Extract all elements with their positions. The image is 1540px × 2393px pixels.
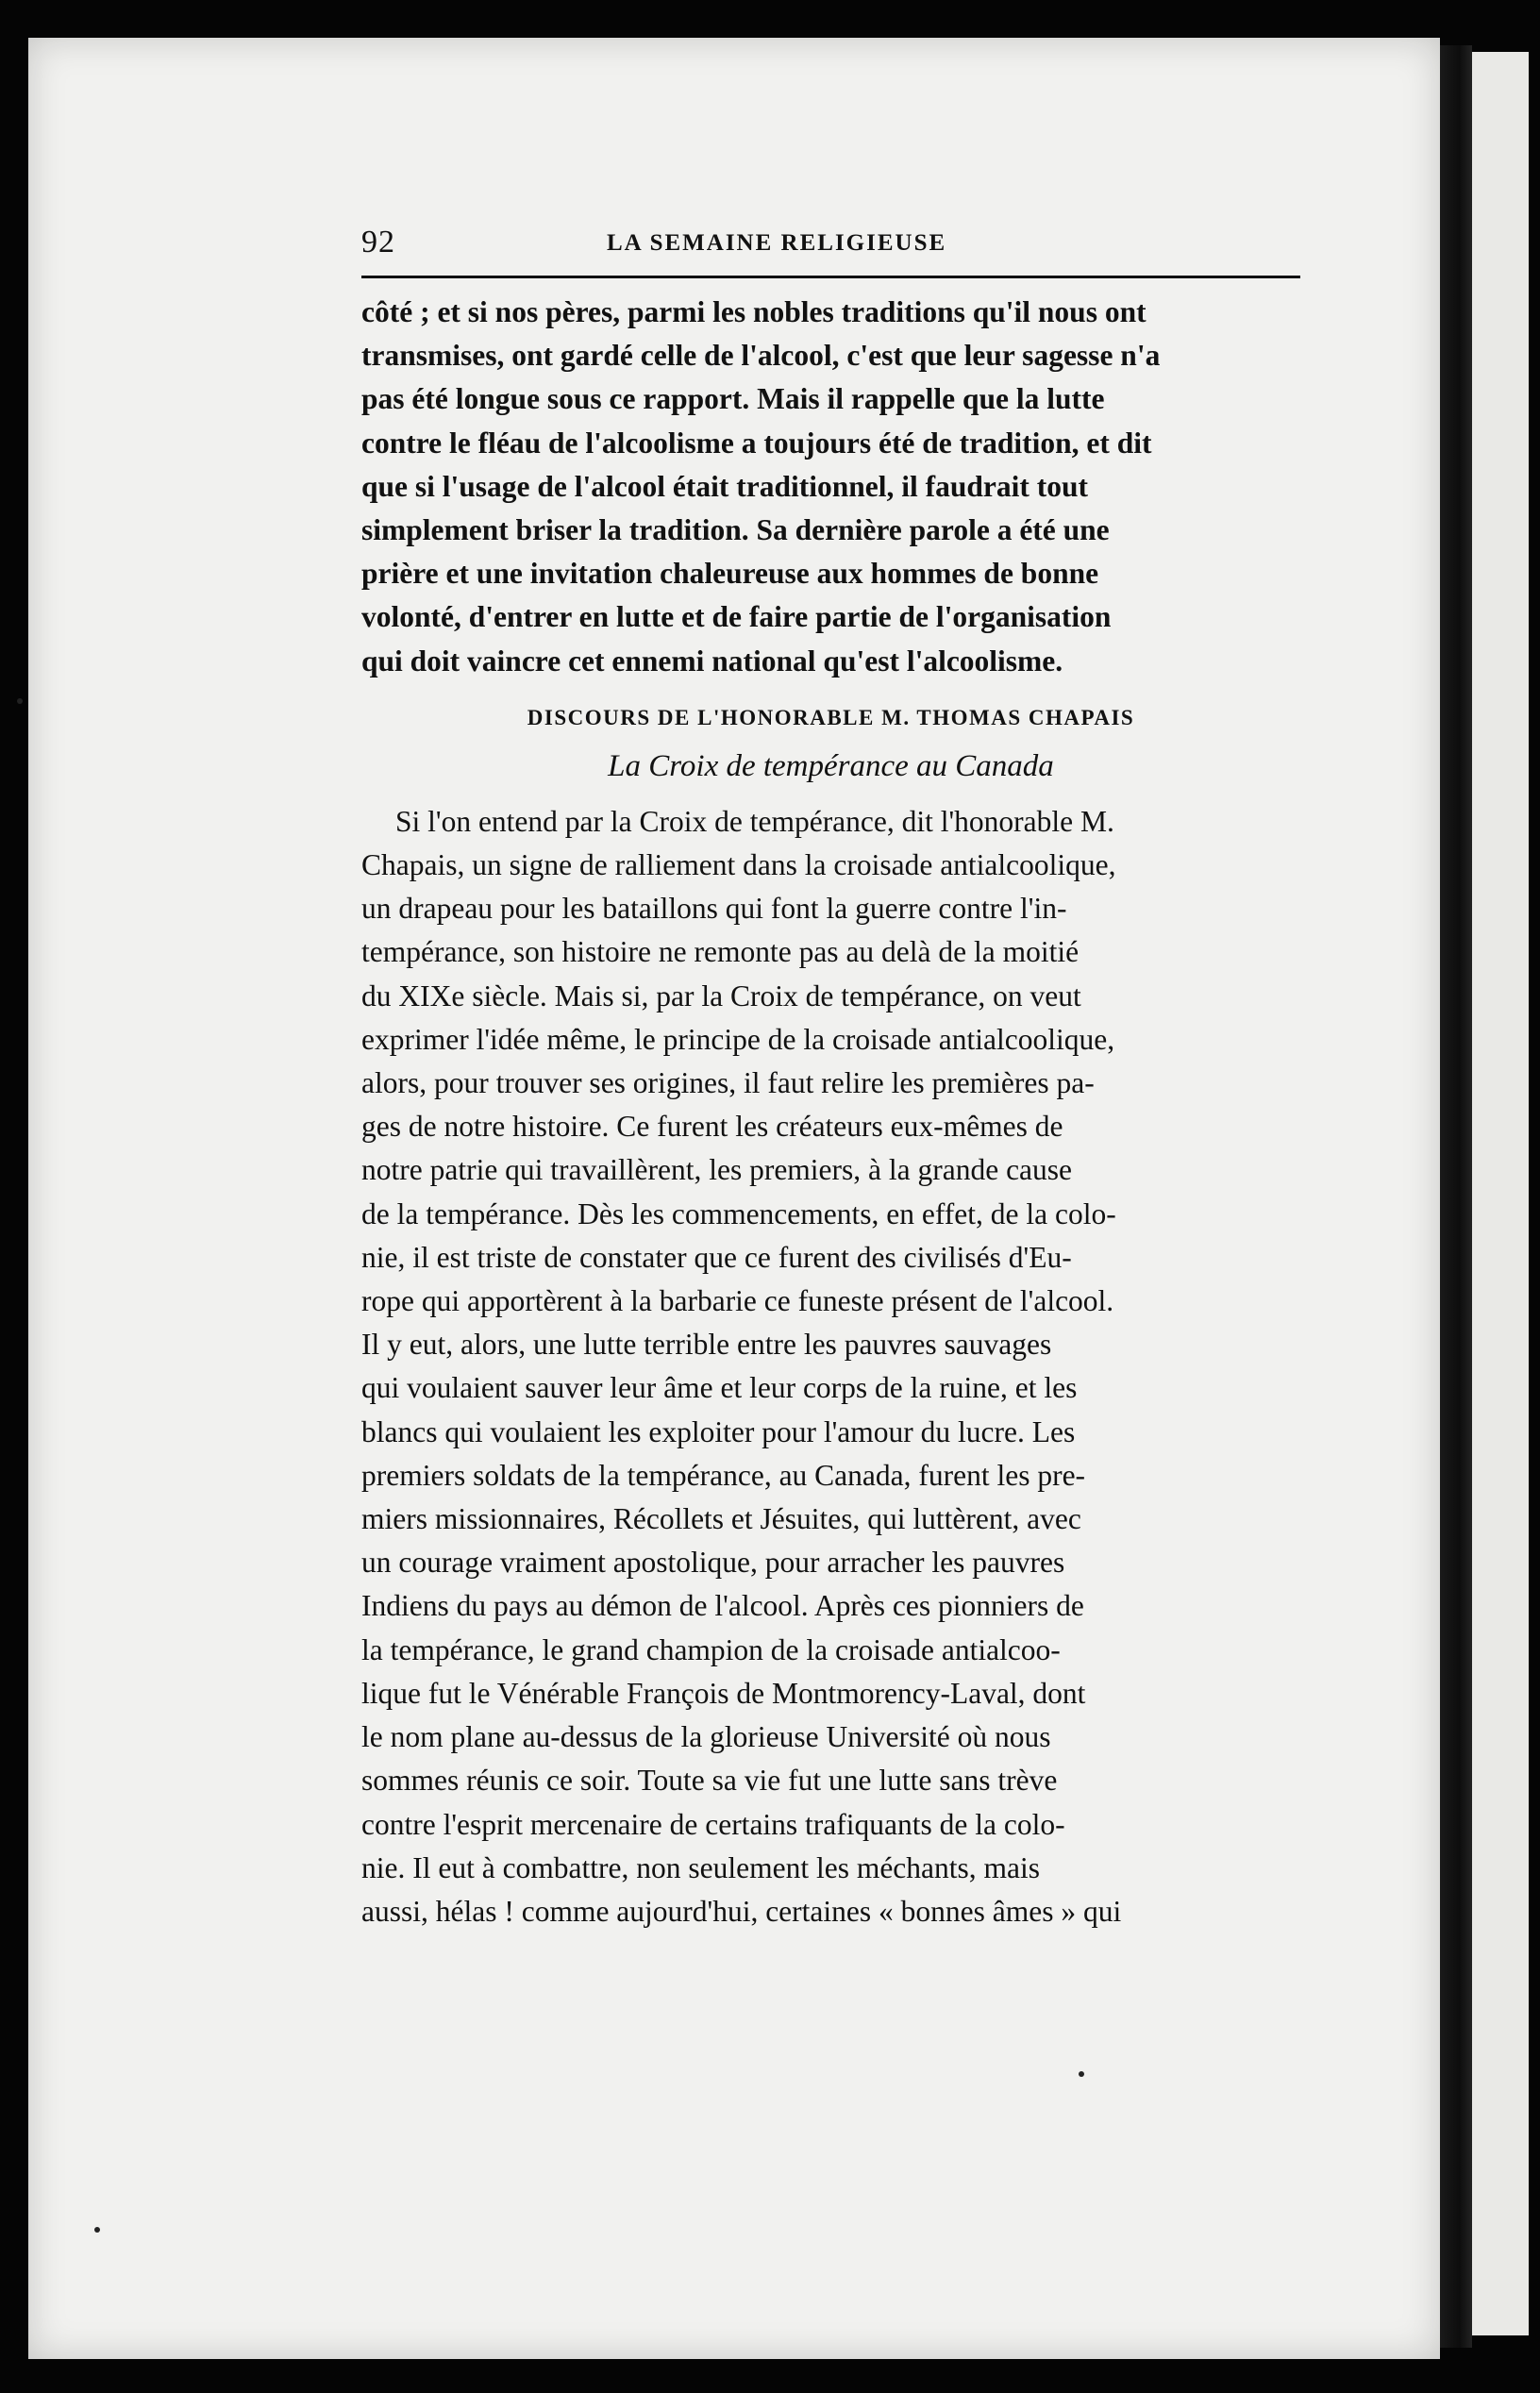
scan-speck bbox=[1079, 2071, 1084, 2077]
scan-speck bbox=[17, 698, 23, 704]
text-line: un drapeau pour les bataillons qui font la guerre contre l'in- bbox=[361, 892, 1067, 926]
text-line: Chapais, un signe de ralliement dans la croisade antialcoolique, bbox=[361, 848, 1116, 882]
text-line: premiers soldats de la tempérance, au Canada, furent les pre- bbox=[361, 1458, 1086, 1492]
text-line: du XIXe siècle. Mais si, par la Croix de tempérance, on veut bbox=[361, 979, 1081, 1012]
text-line: simplement briser la tradition. Sa dernière parole a été une bbox=[361, 513, 1110, 547]
text-line: miers missionnaires, Récollets et Jésuites, qui luttèrent, avec bbox=[361, 1502, 1081, 1536]
page-body bbox=[361, 291, 1300, 1933]
text-line: nie, il est triste de constater que ce furent des civilisés d'Eu- bbox=[361, 1240, 1072, 1274]
text-line: que si l'usage de l'alcool était traditionnel, il faudrait tout bbox=[361, 469, 1088, 503]
text-line: prière et une invitation chaleureuse aux hommes de bonne bbox=[361, 557, 1099, 591]
text-line: alors, pour trouver ses origines, il faut relire les premières pa- bbox=[361, 1066, 1095, 1100]
text-line: Si l'on entend par la Croix de tempérance, dit l'honorable M. bbox=[395, 804, 1114, 838]
text-line: qui doit vaincre cet ennemi national qu'est l'alcoolisme. bbox=[361, 644, 1063, 678]
section-heading: DISCOURS DE L'HONORABLE M. THOMAS CHAPAIS bbox=[527, 705, 1135, 729]
paragraph-2 bbox=[361, 800, 1300, 1933]
adjacent-page-edge bbox=[1472, 52, 1529, 2335]
text-line: Il y eut, alors, une lutte terrible entre les pauvres sauvages bbox=[361, 1328, 1052, 1362]
text-line: notre patrie qui travaillèrent, les premiers, à la grande cause bbox=[361, 1153, 1073, 1187]
section-subtitle: La Croix de tempérance au Canada bbox=[608, 748, 1054, 783]
text-line: aussi, hélas ! comme aujourd'hui, certaines « bonnes âmes » qui bbox=[361, 1894, 1122, 1928]
text-line: le nom plane au-dessus de la glorieuse Université où nous bbox=[361, 1720, 1051, 1754]
text-line: blancs qui voulaient les exploiter pour l'amour du lucre. Les bbox=[361, 1414, 1076, 1448]
text-line: côté ; et si nos pères, parmi les nobles traditions qu'il nous ont bbox=[361, 295, 1147, 328]
text-line: sommes réunis ce soir. Toute sa vie fut une lutte sans trève bbox=[361, 1764, 1058, 1798]
text-line: volonté, d'entrer en lutte et de faire partie de l'organisation bbox=[361, 600, 1112, 634]
text-line: contre l'esprit mercenaire de certains trafiquants de la colo- bbox=[361, 1807, 1065, 1841]
text-line: exprimer l'idée même, le principe de la croisade antialcoolique, bbox=[361, 1022, 1115, 1056]
book-gutter bbox=[1440, 45, 1472, 2348]
text-line: nie. Il eut à combattre, non seulement les méchants, mais bbox=[361, 1850, 1041, 1884]
paragraph-1 bbox=[361, 291, 1300, 683]
text-line: un courage vraiment apostolique, pour arracher les pauvres bbox=[361, 1546, 1065, 1580]
text-line: Indiens du pays au démon de l'alcool. Après ces pionniers de bbox=[361, 1589, 1084, 1623]
text-line: pas été longue sous ce rapport. Mais il rappelle que la lutte bbox=[361, 382, 1105, 416]
text-line: de la tempérance. Dès les commencements, en effet, de la colo- bbox=[361, 1196, 1116, 1230]
text-line: rope qui apportèrent à la barbarie ce funeste présent de l'alcool. bbox=[361, 1284, 1114, 1318]
text-line: qui voulaient sauver leur âme et leur corps de la ruine, et les bbox=[361, 1371, 1078, 1405]
text-line: la tempérance, le grand champion de la croisade antialcoo- bbox=[361, 1632, 1061, 1666]
page-number: 92 bbox=[361, 225, 395, 259]
running-head: LA SEMAINE RELIGIEUSE bbox=[607, 230, 947, 256]
text-line: lique fut le Vénérable François de Montmorency-Laval, dont bbox=[361, 1676, 1086, 1710]
text-line: ges de notre histoire. Ce furent les créateurs eux-mêmes de bbox=[361, 1110, 1063, 1144]
scan-speck bbox=[94, 2227, 100, 2233]
text-line: tempérance, son histoire ne remonte pas au delà de la moitié bbox=[361, 935, 1080, 969]
text-line: contre le fléau de l'alcoolisme a toujours été de tradition, et dit bbox=[361, 426, 1152, 460]
page-header bbox=[361, 219, 1300, 278]
text-line: transmises, ont gardé celle de l'alcool, c'est que leur sagesse n'a bbox=[361, 339, 1161, 373]
